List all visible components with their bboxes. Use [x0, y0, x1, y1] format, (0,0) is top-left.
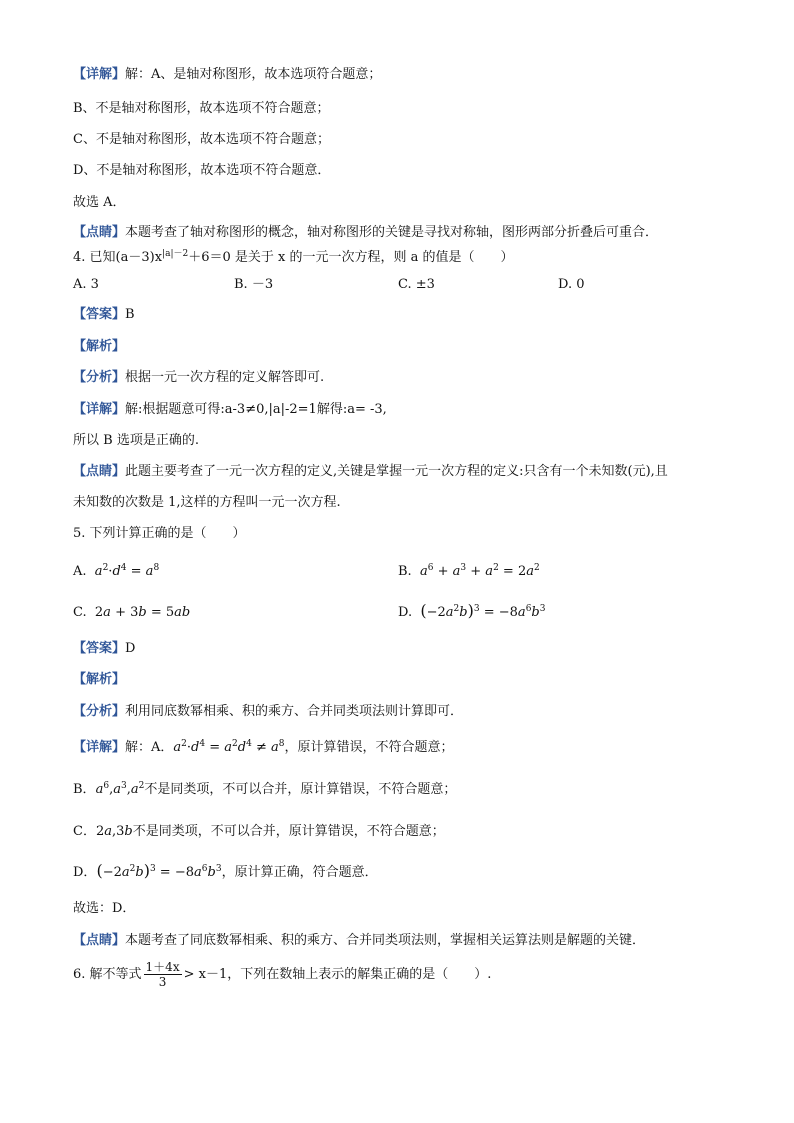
question-6-stem: 6. 解不等式 $\frac{1+4x}{3}$ > x－1，下列在数轴上表示的解集正确的是（ ）. [73, 960, 492, 989]
q5-option-a: A. $a^2\cdot d^4 = a^8$ [73, 563, 160, 579]
q5-option-c: C. 2a + 3b = 5ab [73, 605, 191, 620]
q4-dianjing-cont: 未知数的次数是 1,这样的方程叫一元一次方程. [73, 495, 341, 510]
q4-option-a: A. 3 [73, 277, 99, 292]
q4-option-d: D. 0 [558, 277, 585, 292]
remark-line: 【点睛】本题考查了轴对称图形的概念，轴对称图形的关键是寻找对称轴，图形两部分折叠后可重合． [73, 225, 659, 240]
detail-line: B、不是轴对称图形，故本选项不符合题意； [73, 101, 330, 116]
detail-line: C、不是轴对称图形，故本选项不符合题意； [73, 132, 330, 147]
q5-xiangjie-d: D．$(-2a^2b)^3 = -8a^6b^3$，原计算正确，符合题意． [73, 861, 378, 880]
q4-analysis-heading: 【解析】 [73, 339, 126, 354]
question-5-stem: 5. 下列计算正确的是（ ） [73, 526, 246, 541]
section-tag: 【点睛】 [73, 225, 126, 240]
q5-dianjing: 【点睛】本题考查了同底数幂相乘、积的乘方、合并同类项法则，掌握相关运算法则是解题的关键． [73, 933, 646, 948]
q5-choose: 故选：D． [73, 901, 136, 916]
q5-xiangjie-c: C．2a,3b不是同类项，不可以合并，原计算错误，不符合题意； [73, 824, 445, 839]
q4-option-c: C. ±3 [398, 277, 435, 292]
q4-fenxi: 【分析】根据一元一次方程的定义解答即可. [73, 370, 325, 385]
q5-answer: 【答案】D [73, 641, 136, 656]
question-4-stem: 4. 已知$(a-3)x^{|a|-2}+6=0$ 是关于 x 的一元一次方程，则 a 的值是（ ） [73, 249, 514, 265]
q5-option-b: B. $a^6 + a^3 + a^2 = 2a^2$ [398, 563, 540, 579]
q4-dianjing: 【点睛】此题主要考查了一元一次方程的定义,关键是掌握一元一次方程的定义:只含有一个未知数(元),且 [73, 464, 668, 479]
detail-line: D、不是轴对称图形，故本选项不符合题意． [73, 163, 331, 178]
q4-conclusion: 所以 B 选项是正确的. [73, 433, 199, 448]
q4-option-b: B. －3 [234, 277, 274, 292]
detail-line: 【详解】解：A、是轴对称图形，故本选项符合题意； [73, 67, 382, 82]
fraction: $\frac{1+4x}{3}$ [145, 960, 180, 989]
q5-xiangjie-a: 【详解】解：A．$a^2\cdot d^4 = a^2d^4 \ne a^8$，原计算错误，不符合题意； [73, 739, 454, 755]
q5-analysis-heading: 【解析】 [73, 672, 126, 687]
q5-fenxi: 【分析】利用同底数幂相乘、积的乘方、合并同类项法则计算即可． [73, 704, 464, 719]
q5-xiangjie-b: B．$a^6,a^3,a^2$不是同类项，不可以合并，原计算错误，不符合题意； [73, 781, 457, 797]
q4-xiangjie: 【详解】解:根据题意可得:a-3≠0,|a|-2=1解得:a= -3, [73, 402, 387, 417]
q4-answer: 【答案】B [73, 307, 135, 322]
choice-line: 故选 A． [73, 195, 126, 210]
q5-option-d: D. $(-2a^2b)^3 = -8a^6b^3$ [398, 601, 546, 620]
section-tag: 【详解】 [73, 67, 126, 82]
